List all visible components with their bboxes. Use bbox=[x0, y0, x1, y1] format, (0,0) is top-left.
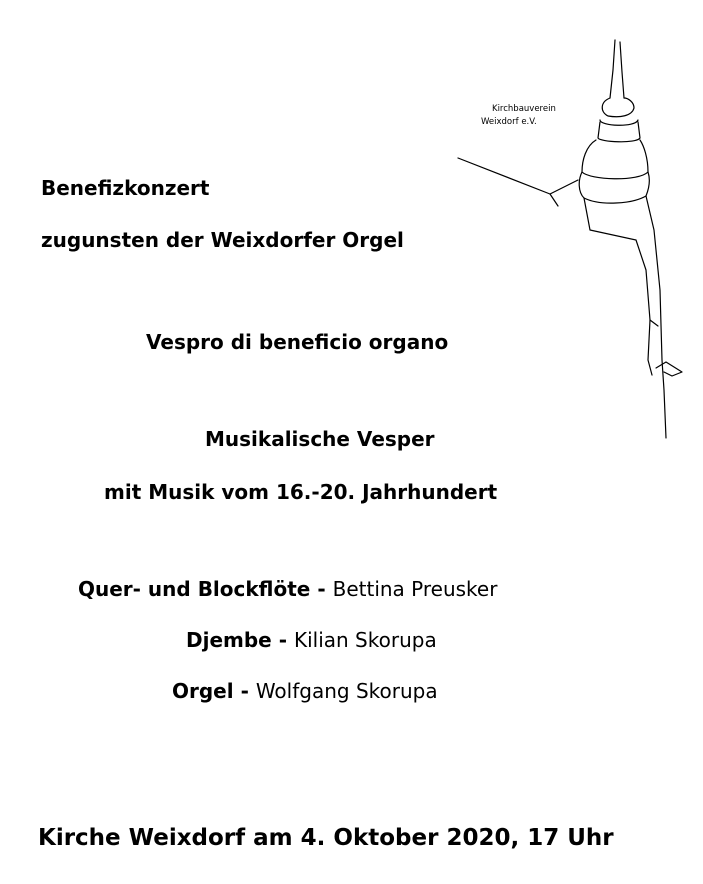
vesper-title: Musikalische Vesper bbox=[205, 427, 435, 451]
logo-org-line2: Weixdorf e.V. bbox=[481, 117, 537, 127]
performer-instrument: Quer- und Blockflöte - bbox=[78, 577, 333, 601]
heading-subtitle: zugunsten der Weixdorfer Orgel bbox=[41, 228, 404, 252]
performer-row bbox=[172, 681, 438, 701]
heading-title: Benefizkonzert bbox=[41, 176, 210, 200]
performer-name: Kilian Skorupa bbox=[293, 628, 437, 652]
church-tower-sketch-icon bbox=[450, 30, 700, 450]
performer-name: Bettina Preusker bbox=[332, 577, 498, 601]
performer-row bbox=[186, 630, 437, 650]
event-date-location: Kirche Weixdorf am 4. Oktober 2020, 17 Uhr bbox=[38, 825, 614, 851]
vesper-description: mit Musik vom 16.-20. Jahrhundert bbox=[104, 480, 498, 504]
logo-org-line1: Kirchbauverein bbox=[492, 104, 556, 114]
performer-instrument: Orgel - bbox=[172, 679, 256, 703]
performer-row bbox=[78, 579, 497, 599]
performer-instrument: Djembe - bbox=[186, 628, 294, 652]
italian-subtitle: Vespro di beneficio organo bbox=[146, 330, 449, 354]
performer-name: Wolfgang Skorupa bbox=[255, 679, 438, 703]
